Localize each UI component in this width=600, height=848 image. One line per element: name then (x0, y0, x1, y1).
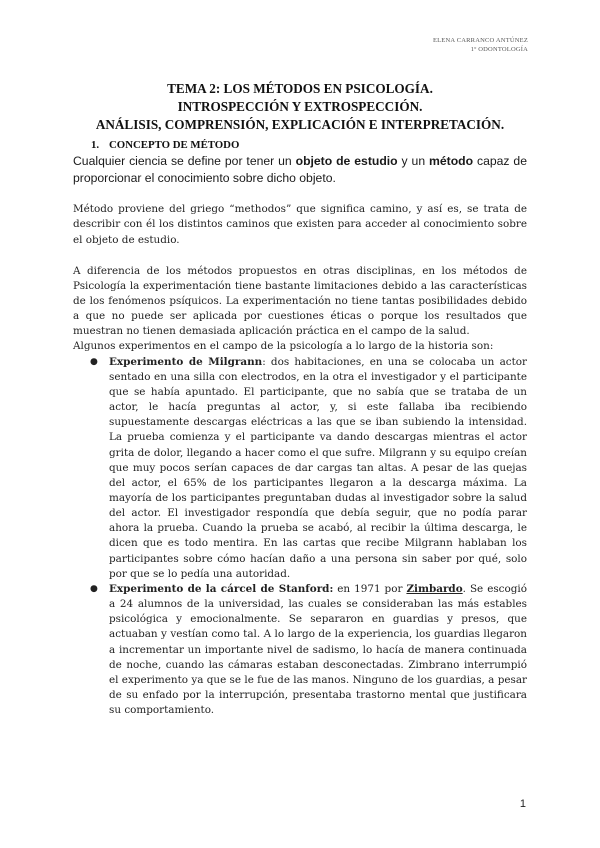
paragraph-etymology: Método proviene del griego “methodos” que significa camino, y así es, se trata de describir con él los distintos caminos que existen para acceder al conocimiento sobre el objeto de estudio. (73, 203, 527, 246)
experiment-name: Experimento de la cárcel de Stanford: (109, 582, 334, 595)
author-name: Zimbardo (406, 582, 463, 595)
list-item-stanford (73, 582, 527, 718)
header-course: 1º ODONTOLOGÍA (470, 46, 528, 53)
bold-term-objeto: objeto de estudio (295, 154, 398, 168)
text-run: capaz de proporcionar el conocimiento sobre dicho objeto. (73, 154, 527, 185)
paragraph-limitations: A diferencia de los métodos propuestos en otras disciplinas, en los métodos de Psicología la experimentación tiene bastante limitaciones debido a las características de los fenómenos psíquicos. La experimentación no tiene tantas posibilidades debido a que no puede ser aplicada por cuestiones éticas o porque los resultados que muestran no tienen demasiada aplicación práctica en el campo de la salud. (73, 264, 527, 338)
page-header (433, 36, 528, 54)
text-run: en 1971 por (333, 582, 407, 595)
page-number: 1 (519, 798, 526, 810)
list-item-milgrann (73, 355, 527, 582)
experiment-text: : dos habitaciones, en una se colocaba un actor sentado en una silla con electrodos, en la otra el investigador y el participante que se había apuntado. El participante, que no sabía que se trataba de un actor, le hacía preguntas al actor, y, si este fallaba iba recibiendo supuestamente descargas eléctricas a las que se iban subiendo la intensidad. La prueba comienza y el participante va dando descargas mientras el actor grita de dolor, llegando a hacer como el que sufre. Milgrann y su equipo creían que muy pocos serían capaces de dar cargas tan altas. A pesar de las quejas del actor, el 65% de los participantes llegaron a la descarga máxima. La mayoría de los participantes preguntaban dudas al investigador sobre la salud del actor. El investigador respondía que debía seguir, que no podía parar ahora la prueba. Cuando la prueba se acabó, al recibir la última descarga, le dicen que es todo mentira. En las cartas que recibe Milgrann hablaban los participantes sobre cómo hacían daño a una persona sin saber por qué, solo por que se lo pedía una autoridad. (109, 355, 527, 580)
text-run: Cualquier ciencia se define por tener un (73, 154, 296, 168)
bold-term-metodo: método (429, 154, 474, 168)
section-heading (91, 138, 527, 152)
document-body (73, 138, 527, 718)
text-run: y un (397, 154, 430, 168)
title-line-2: INTROSPECCIÓN Y EXTROSPECCIÓN. (177, 99, 423, 114)
document-title (60, 80, 540, 134)
section-title: CONCEPTO DE MÉTODO (109, 139, 240, 151)
header-author: ELENA CARRANCO ANTÚNEZ (432, 37, 528, 44)
title-line-1: TEMA 2: LOS MÉTODOS EN PSICOLOGÍA. (167, 81, 433, 96)
experiment-text: . Se escogió a 24 alumnos de la universidad, las cuales se consideraban las más estables psicológica y emocionalmente. Se separaron en guardias y presos, que actuaban y vestían como tal. A lo largo de la experiencia, los guardias llegaron a incrementar un importante nivel de sadismo, lo hacía de manera continuada de noche, cuando las cámaras estaban desconectadas. Zimbrano interrumpió el experimento ya que se le fue de las manos. Ninguno de los guardias, a pesar de su enfado por la interrupción, presentaba trastorno mental que justificara su comportamiento. (109, 582, 527, 717)
experiment-name: Experimento de Milgrann (109, 355, 263, 368)
paragraph-definition (73, 153, 527, 186)
experiments-list (73, 355, 527, 719)
section-number: 1. (91, 139, 100, 151)
bullet-icon: ● (90, 356, 98, 367)
paragraph-experiments-intro: Algunos experimentos en el campo de la psicología a lo largo de la historia son: (73, 340, 494, 353)
title-line-3: ANÁLISIS, COMPRENSIÓN, EXPLICACIÓN E INTERPRETACIÓN. (95, 117, 505, 132)
bullet-icon: ● (90, 583, 98, 594)
